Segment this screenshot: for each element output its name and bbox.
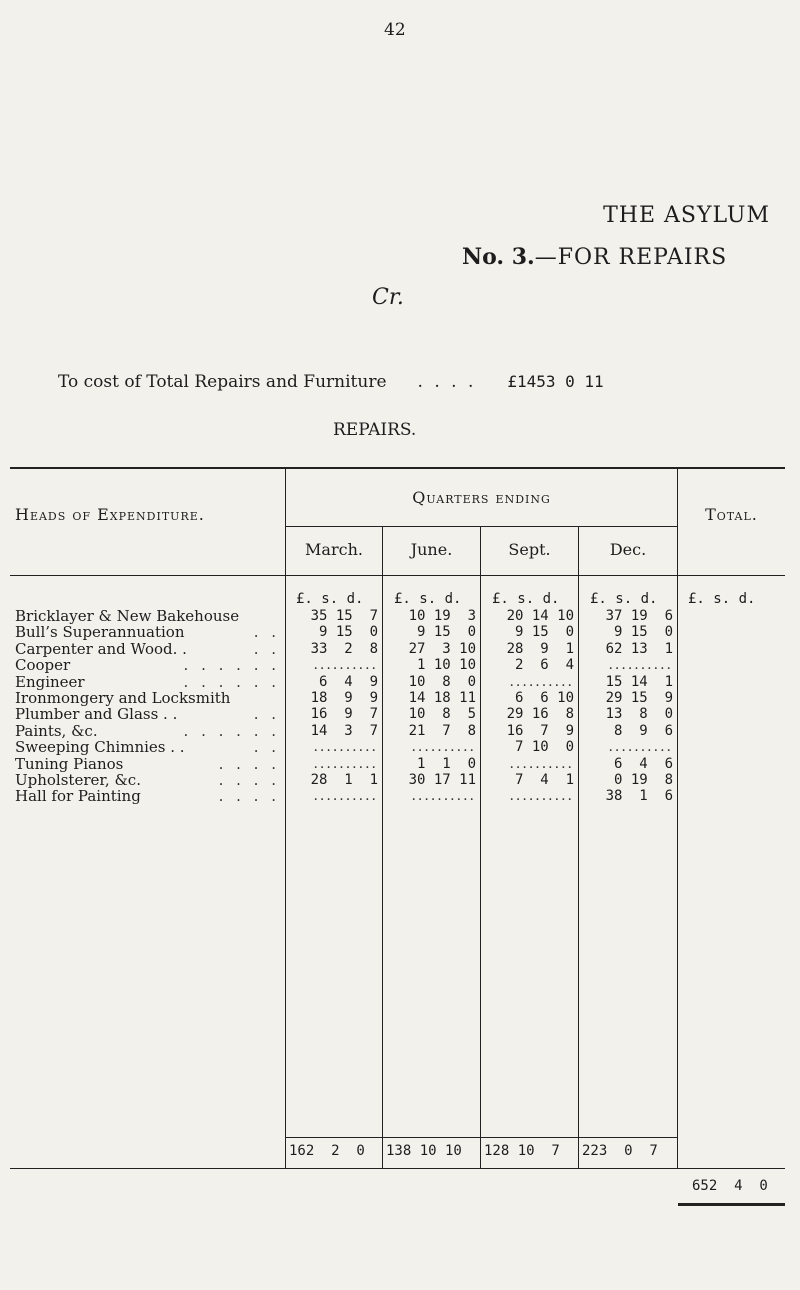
col-header-june: June. [410,540,453,559]
row-label-text: Ironmongery and Locksmith [15,689,231,707]
table-cell: 7 10 0 [506,739,574,756]
column-total-march: 162 2 0 [289,1143,365,1159]
table-cell: 6 4 9 [310,673,378,690]
row-label [15,787,280,805]
table-cell: .......... [313,788,378,805]
table-top-rule [10,467,785,469]
row-label-text: Bricklayer & New Bakehouse [15,607,240,625]
row-label-text: Hall for Painting [15,787,141,806]
table-cell: .......... [509,788,574,805]
row-label [15,640,280,658]
row-leader-dots: . . . . . . [183,656,280,675]
row-label-text: Tuning Pianos [15,754,124,773]
institution-title: THE ASYLUM [603,203,770,228]
table-cell: 37 19 6 [605,608,673,624]
table-cell: 35 15 7 [310,608,378,624]
unit-march: £. s. d. [296,591,364,607]
unit-total: £. s. d. [688,591,756,607]
row-label [15,623,280,641]
account-subtitle [462,244,727,270]
row-label [15,673,280,691]
row-label-text: Upholsterer, &c. [15,771,141,789]
row-leader-dots: . . [253,639,280,658]
col-divider-2 [382,527,383,1168]
col-header-march: March. [305,540,363,559]
col-divider-5 [677,468,678,1168]
table-cell: 38 1 6 [605,788,673,805]
table-cell: 21 7 8 [408,722,476,739]
row-leader-dots: . . . . . . [183,672,280,691]
header-bottom-rule [10,575,785,576]
table-cell: .......... [509,755,574,772]
table-cell: 10 19 3 [408,608,476,624]
row-label [15,755,280,773]
col-header-sept: Sept. [508,540,551,559]
row-label-text: Sweeping Chimnies . . [15,738,185,757]
table-cell: 29 16 8 [506,706,574,723]
table-cell: .......... [313,657,378,674]
row-leader-dots: . . [253,623,280,642]
table-cell: .......... [313,739,378,756]
account-number: No. 3. [462,244,535,270]
table-cell: .......... [411,739,476,756]
row-leader-dots: . . . . [218,771,280,789]
page-number: 42 [384,20,406,40]
table-cell: 2 6 4 [506,657,574,674]
table-bottom-rule [10,1168,785,1169]
table-cell: .......... [313,755,378,772]
section-title: REPAIRS. [333,420,417,440]
table-cell: 8 9 6 [605,722,673,739]
table-cell: .......... [509,673,574,690]
credit-side-label: Cr. [372,285,404,310]
table-cell: 10 8 0 [408,673,476,690]
table-cell: 20 14 10 [506,608,574,624]
row-label [15,771,280,789]
grand-total: 652 4 0 [692,1178,768,1194]
row-leader-dots: . . [253,705,280,724]
col-divider-4 [578,527,579,1168]
table-cell: 0 19 8 [605,772,673,788]
table-cell: 16 7 9 [506,722,574,739]
col-header-dec: Dec. [609,540,647,559]
table-cell: .......... [608,739,673,756]
table-cell: 29 15 9 [605,690,673,706]
col-divider-3 [480,527,481,1168]
column-total-dec: 223 0 7 [582,1143,658,1159]
row-label-text: Paints, &c. [15,721,98,740]
table-cell: 13 8 0 [605,706,673,723]
row-leader-dots: . . . . [218,787,280,806]
row-leader-dots: . . . . . . [183,721,280,740]
row-label-text: Carpenter and Wood. . [15,639,187,658]
table-cell: 62 13 1 [605,640,673,657]
account-name: —FOR REPAIRS [534,245,728,270]
table-cell: 28 9 1 [506,640,574,657]
unit-dec: £. s. d. [590,591,658,607]
total-header: Total. [705,505,758,524]
table-cell: 7 4 1 [506,772,574,788]
row-label-text: Bull’s Superannuation [15,623,185,642]
summary-label: To cost of Total Repairs and Furniture [58,372,387,392]
row-label [15,738,280,756]
table-cell: 6 4 6 [605,755,673,772]
table-cell: 33 2 8 [310,640,378,657]
table-cell: 30 17 11 [408,772,476,788]
table-cell: 9 15 0 [310,624,378,641]
row-label [15,656,280,674]
summary-line [58,372,604,392]
row-label-text: Plumber and Glass . . [15,705,178,724]
column-total-june: 138 10 10 [386,1143,462,1159]
row-label [15,705,280,723]
table-cell: 27 3 10 [408,640,476,657]
row-leader-dots: . . . . [218,754,280,773]
grand-total-rule [678,1203,785,1206]
table-cell: 15 14 1 [605,673,673,690]
table-cell: .......... [608,657,673,674]
totals-rule [285,1137,678,1138]
table-cell: 10 8 5 [408,706,476,723]
summary-amount: £1453 0 11 [507,372,604,391]
row-label [15,607,280,625]
row-label-text: Engineer [15,672,85,691]
row-label-text: Cooper [15,656,71,675]
column-total-sept: 128 10 7 [484,1143,560,1159]
row-label [15,689,280,707]
table-cell: 18 9 9 [310,690,378,706]
quarters-header: Quarters ending [412,488,551,507]
row-leader-dots: . . [253,738,280,757]
quarters-divider-rule [285,526,678,527]
table-cell: 9 15 0 [408,624,476,641]
unit-sept: £. s. d. [492,591,560,607]
heads-header: Heads of Expenditure. [15,505,205,524]
row-label [15,722,280,740]
table-cell: 14 3 7 [310,722,378,739]
table-cell: 9 15 0 [506,624,574,641]
table-cell: 16 9 7 [310,706,378,723]
table-cell: 1 10 10 [408,657,476,674]
table-cell: 1 1 0 [408,755,476,772]
unit-june: £. s. d. [394,591,462,607]
table-cell: 6 6 10 [506,690,574,706]
table-cell: 9 15 0 [605,624,673,641]
col-divider-1 [285,468,286,1168]
table-cell: .......... [411,788,476,805]
summary-leader: . . . . [417,372,477,392]
table-cell: 14 18 11 [408,690,476,706]
table-cell: 28 1 1 [310,772,378,788]
